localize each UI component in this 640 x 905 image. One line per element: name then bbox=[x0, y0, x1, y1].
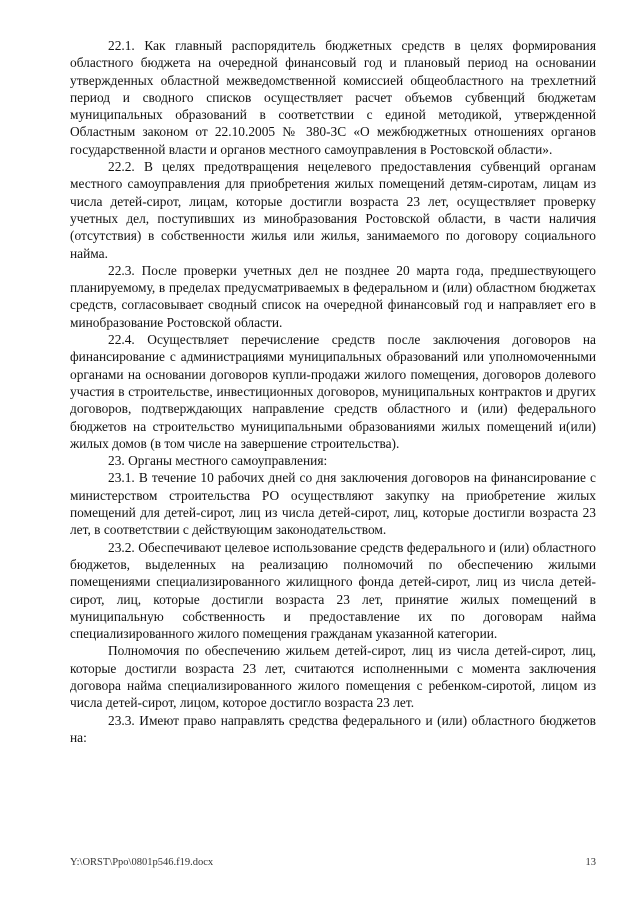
paragraph-23-2-note: Полномочия по обеспечению жильем детей-сирот, лиц из числа детей-сирот, лиц, которые достигли возраста 23 лет, считаются исполненными с момента заключения договора найма специализированного жилого помещения с ребенком-сиротой, лицом из числа детей-сирот, лицом, которое достигло возраста 23 лет. bbox=[70, 643, 596, 711]
document-body bbox=[70, 37, 596, 746]
paragraph-22-4: 22.4. Осуществляет перечисление средств после заключения договоров на финансирование с администрациями муниципальных образований или уполномоченными органами на основании договоров купли-продажи жилого помещения, договоров долевого участия в строительстве, инвестиционных договоров, муниципальных контрактов и других договоров, подтверждающих направление средств областного и (или) федерального бюджетов на строительство муниципальными образованиями жилых помещений и(или) жилых домов (в том числе на завершение строительства). bbox=[70, 332, 596, 451]
paragraph-22-2: 22.2. В целях предотвращения нецелевого предоставления субвенций органам местного самоуправления для приобретения жилых помещений детям-сиротам, лицам из числа детей-сирот, лицам, которые достигли возраста 23 лет, осуществляет проверку учетных дел, поступивших из минобразования Ростовской области, в части наличия (отсутствия) в собственности жилья или жилья, занимаемого по договору социального найма. bbox=[70, 159, 596, 261]
paragraph-23: 23. Органы местного самоуправления: bbox=[108, 453, 328, 469]
paragraph-23-3: 23.3. Имеют право направлять средства федерального и (или) областного бюджетов на: bbox=[70, 712, 596, 745]
paragraph-23-2: 23.2. Обеспечивают целевое использование средств федерального и (или) областного бюджетов, выделенных на реализацию полномочий по обеспечению жилыми помещениями специализированного жилищного фонда детей-сирот, лиц из числа детей-сирот, лиц, которые достигли возраста 23 лет, принятие жилых помещений в муниципальную собственность и предоставление их по договорам найма специализированного жилого помещения гражданам указанной категории. bbox=[70, 539, 596, 642]
paragraph-22-3: 22.3. После проверки учетных дел не позднее 20 марта года, предшествующего планируемому, в пределах предусматриваемых в федеральном и (или) областном бюджетах средств, согласовывает сводный список на очередной финансовый год и направляет его в минобразование Ростовской области. bbox=[70, 262, 596, 330]
file-path: Y:\ORST\Ppo\0801p546.f19.docx bbox=[70, 857, 214, 868]
paragraph-22-1: 22.1. Как главный распорядитель бюджетных средств в целях формирования областного бюджета на очередной финансовый год и плановый период на основании утвержденных областной межведомственной комиссией общеобластного на трехлетний период и сводного списков осуществляет расчет объемов субвенций бюджетам муниципальных образований в соответствии с единой методикой, утвержденной Областным законом от 22.10.2005 № 380-ЗС «О межбюджетных отношениях органов государственной власти и органов местного самоуправления в Ростовской области». bbox=[70, 38, 596, 157]
paragraph-23-1: 23.1. В течение 10 рабочих дней со дня заключения договоров на финансирование с министерством строительства РО осуществляют закупку на приобретение жилых помещений для детей-сирот, лиц из числа детей-сирот, лиц, которые достигли возраста 23 лет, в соответствии с действующим законодательством. bbox=[70, 470, 596, 538]
page-number: 13 bbox=[585, 857, 596, 868]
